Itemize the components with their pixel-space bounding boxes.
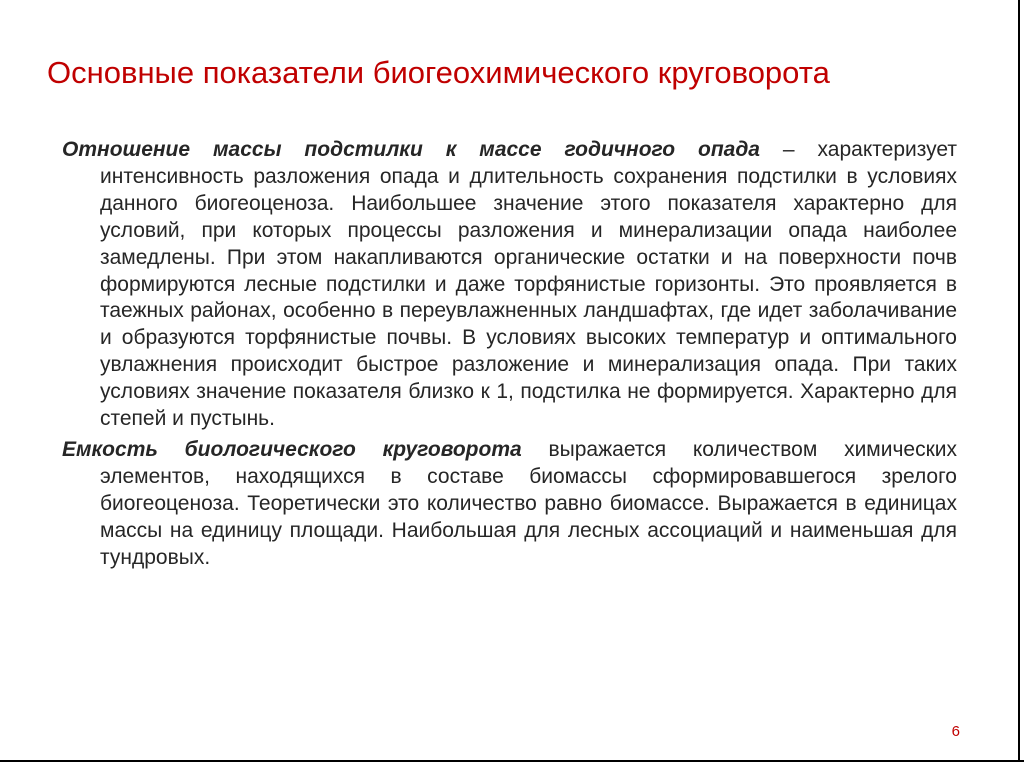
slide-body <box>62 137 957 572</box>
slide-title: Основные показатели биогеохимического круговорота <box>47 55 830 90</box>
paragraph-cycle-capacity <box>62 437 957 572</box>
slide-edge-bottom <box>0 760 1024 762</box>
paragraph-litter-ratio <box>62 137 957 433</box>
page-number: 6 <box>951 723 960 740</box>
term-litter-ratio: Отношение массы подстилки к массе годичного опада <box>62 138 760 161</box>
slide-edge-right <box>1018 0 1020 762</box>
definition-litter-ratio: – характеризует интенсивность разложения опада и длительность сохранения подстилки в условиях данного биогеоценоза. Наибольшее значение этого показателя характерно для условий, при которых процессы разложения и минерализации опада наиболее замедлены. При этом накапливаются органические остатки и на поверхности почв формируются лесные подстилки и даже торфянистые горизонты. Это проявляется в таежных районах, особенно в переувлажненных ландшафтах, где идет заболачивание и образуются торфянистые почвы. В условиях высоких температур и оптимального увлажнения происходит быстрое разложение и минерализация опада. При таких условиях значение показателя близко к 1, подстилка не формируется. Характерно для степей и пустынь. <box>100 138 957 431</box>
definition-cycle-capacity: выражается количеством химических элементов, находящихся в составе биомассы сформировавшегося зрелого биогеоценоза. Теоретически это количество равно биомассе. Выражается в единицах массы на единицу площади. Наибольшая для лесных ассоциаций и наименьшая для тундровых. <box>100 437 958 569</box>
term-cycle-capacity: Емкость биологического круговорота <box>62 437 522 461</box>
